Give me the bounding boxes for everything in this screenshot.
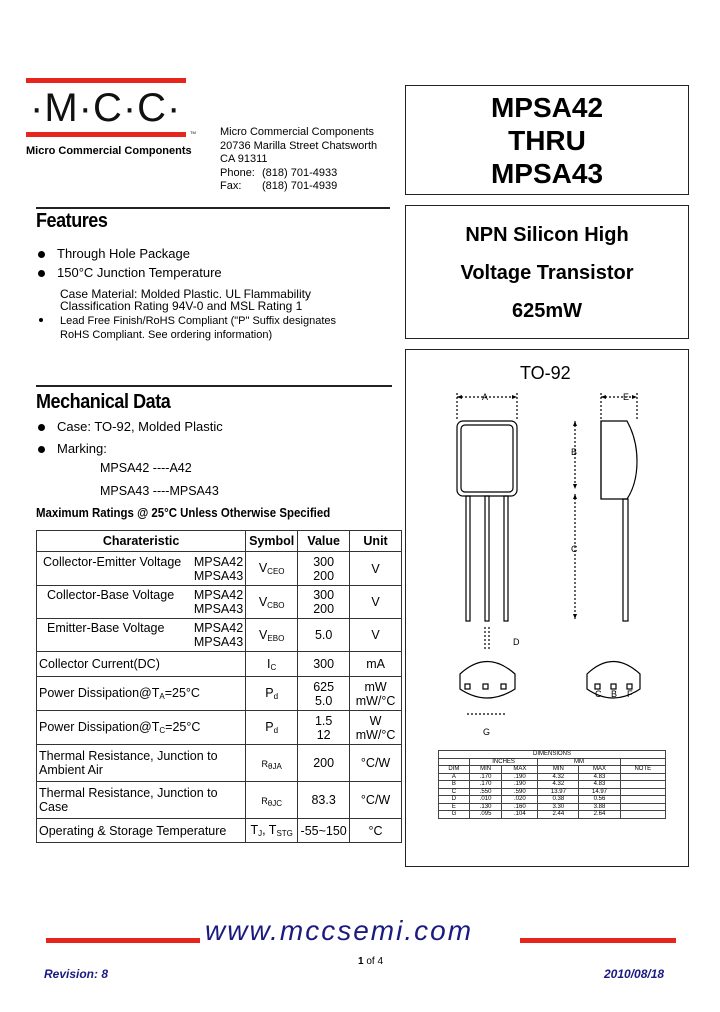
dim-label-b: B	[571, 447, 578, 457]
dim-label-e: E	[623, 392, 630, 402]
table-row: Collector Current(DC) $I_C$ 300 mA	[37, 652, 402, 677]
website-link[interactable]: www.mccsemi.com	[205, 915, 474, 946]
dim-title: DIMENSIONS	[439, 751, 666, 759]
dim-group-mm: MM	[538, 758, 620, 766]
table-row: B .170 .190 4.32 4.83	[439, 781, 666, 789]
lead-right	[504, 496, 508, 621]
case-material-line-2: Classification Rating 94V-0 and MSL Rating 1	[60, 299, 303, 313]
front-body	[457, 421, 517, 496]
bottom-view-left	[460, 662, 515, 699]
lead-free-line-1: Lead Free Finish/RoHS Compliant ("P" Suffix designates	[60, 315, 337, 327]
bullet-icon	[38, 446, 45, 453]
part-line-1: MPSA42	[490, 92, 604, 123]
package-label: TO-92	[520, 363, 571, 383]
company-name: Micro Commercial Components	[220, 126, 375, 138]
revision: Revision: 8	[44, 967, 109, 981]
pin-label-f: F	[627, 689, 633, 699]
desc-line-2: Voltage Transistor	[460, 262, 634, 284]
table-row: Operating & Storage Temperature $T_J$, $T_{STG}$ -55~150 °C	[37, 819, 402, 843]
table-row: A .170 .190 4.32 4.83	[439, 773, 666, 781]
bullet-icon	[38, 251, 45, 258]
header-characteristic: Charateristic	[37, 531, 246, 552]
table-row: Collector-Emitter Voltage MPSA42 MPSA43 $V_{CEO}$ 300 200 V	[37, 552, 402, 586]
table-row: Thermal Resistance, Junction to Ambient Air $R_{\theta JA}$ 200 °C/W	[37, 745, 402, 782]
ratings-table	[36, 530, 402, 843]
logo-top-bar	[26, 78, 186, 83]
mechanical-case: Case: TO-92, Molded Plastic	[38, 419, 223, 434]
lead-left	[466, 496, 470, 621]
marking-2: MPSA43 ----MPSA43	[100, 484, 219, 498]
fax: (818) 701-4939	[262, 180, 338, 193]
table-row: Emitter-Base Voltage MPSA42 MPSA43 $V_{EBO}$ 5.0 V	[37, 619, 402, 652]
side-lead	[623, 499, 628, 621]
phone-label: Phone:	[220, 166, 255, 179]
revision-date: 2010/08/18	[604, 967, 665, 981]
dim-label-d: D	[513, 637, 520, 647]
table-row: Power $Dissipation@T_A=25^\circ C$ $P_d$ 625 5.0 mW mW/°C	[37, 677, 402, 711]
trademark-mark: TM	[190, 130, 196, 135]
dim-label-c: C	[571, 544, 578, 554]
mcc-logo: ·M·C·C·	[30, 86, 182, 130]
lead-free-line-2: RoHS Compliant. See ordering information)	[60, 329, 273, 341]
front-body-inner	[461, 425, 513, 492]
lead-mid	[485, 496, 489, 621]
table-row: Collector-Base Voltage MPSA42 MPSA43 $V_{CBO}$ 300 200 V	[37, 586, 402, 619]
small-bullet-icon	[39, 318, 43, 322]
features-heading: Features	[36, 210, 108, 232]
part-number-box	[405, 85, 689, 195]
phone: (818) 701-4933	[262, 166, 338, 179]
city: CA 91311	[220, 153, 268, 166]
table-row: C .550 .590 13.97 14.97	[439, 788, 666, 796]
table-row: D .010 .020 0.38 0.56	[439, 796, 666, 804]
street: 20736 Marilla Street Chatsworth	[220, 139, 378, 152]
table-row: Power $Dissipation@T_C=25^\circ C$ $P_d$ 1.5 12 W mW/°C	[37, 711, 402, 745]
dim-label-g: G	[483, 727, 491, 737]
table-header-row	[37, 531, 402, 552]
logo-bottom-bar	[26, 132, 186, 137]
desc-line-1: NPN Silicon High	[465, 224, 629, 246]
feature-item: Through Hole Package	[38, 246, 190, 261]
table-row: Thermal Resistance, Junction to Case $R_{\theta JC}$ 83.3 °C/W	[37, 782, 402, 819]
header-value: Value	[298, 531, 350, 552]
part-line-2: THRU	[508, 125, 586, 156]
feature-item: 150°C Junction Temperature	[38, 265, 222, 280]
logo-subtitle: Micro Commercial Components	[26, 145, 192, 157]
dim-label-a: A	[482, 392, 489, 402]
mechanical-marking: Marking:	[38, 441, 107, 456]
part-line-3: MPSA43	[490, 158, 604, 189]
mechanical-rule	[36, 385, 392, 387]
fax-label: Fax:	[220, 180, 242, 193]
header-unit: Unit	[350, 531, 402, 552]
dimensions-table	[438, 750, 666, 819]
table-row: G .095 .104 2.44 2.64	[439, 811, 666, 819]
page-number: 1 of 4	[358, 956, 384, 967]
max-ratings-heading: Maximum Ratings @ 25°C Unless Otherwise Specified	[36, 505, 331, 520]
company-address	[220, 126, 377, 194]
header-symbol: Symbol	[246, 531, 298, 552]
pin-label-c: C	[595, 689, 602, 699]
to92-package-drawing	[405, 349, 689, 749]
footer-bar-right	[520, 938, 676, 943]
description-box	[405, 205, 689, 339]
bullet-icon	[38, 424, 45, 431]
marking-1: MPSA42 ----A42	[100, 461, 192, 475]
mechanical-heading: Mechanical Data	[36, 391, 171, 413]
table-row: E .130 .160 3.30 3.88	[439, 803, 666, 811]
desc-line-3: 625mW	[511, 300, 583, 322]
features-rule	[36, 207, 390, 209]
dim-group-inches: INCHES	[469, 758, 538, 766]
footer-bar-left	[46, 938, 200, 943]
bullet-icon	[38, 270, 45, 277]
case-material-line-1: Case Material: Molded Plastic. UL Flammability	[60, 287, 311, 301]
side-body	[601, 421, 637, 499]
dim-header-row: DIM MIN MAX MIN MAX NOTE	[439, 766, 666, 774]
pin-label-b: B	[611, 689, 618, 699]
